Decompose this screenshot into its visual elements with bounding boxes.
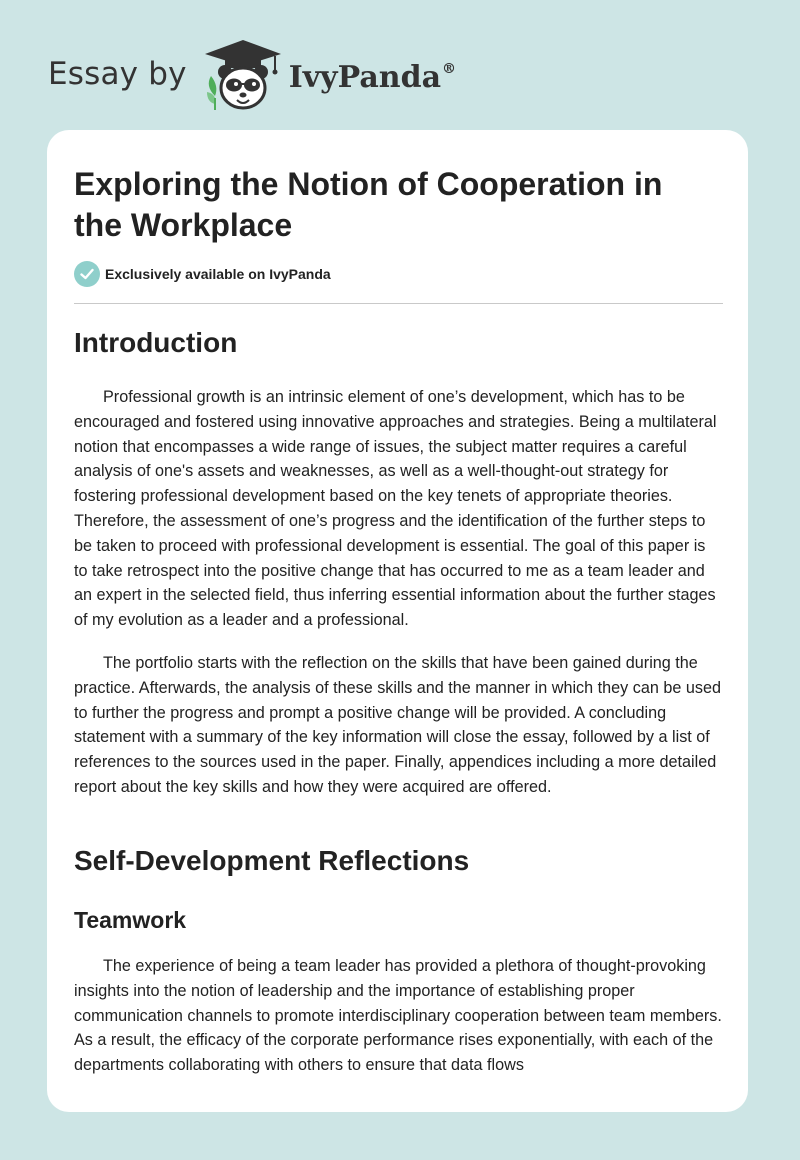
registered-mark: ® (442, 60, 457, 77)
exclusive-badge-text: Exclusively available on IvyPanda (105, 266, 331, 282)
intro-paragraph-2: The portfolio starts with the reflection on the skills that have been gained during the practice. Afterwards, the analysis of these skills and the manner in which they can be used to further the progress and prompt a positive change will be provided. A concluding statement with a summary of the key information will close the essay, followed by a list of references to the sources used in the paper. Finally, appendices including a more detailed report about the key skills and how they were acquired are offered. (74, 654, 721, 796)
teamwork-paragraph-1: The experience of being a team leader has provided a plethora of thought-provoking insights into the notion of leadership and the importance of establishing proper communication channels to promote interdisciplinary cooperation between team members. As a result, the efficacy of the corporate performance rises exponentially, with each of the departments collaborating with others to ensure that data flows (74, 957, 722, 1075)
essay-card (47, 130, 748, 1112)
brand-text: IvyPanda (288, 59, 442, 95)
exclusive-badge (74, 261, 331, 287)
intro-paragraph-1: Professional growth is an intrinsic element of one’s development, which has to be encouraged and fostered using innovative approaches and strategies. Being a multilateral notion that encompasses a wide range of issues, the subject matter requires a careful analysis of one's assets and weaknesses, as well as a well-thought-out strategy for fostering professional development based on the key tenets of appropriate theories. Therefore, the assessment of one’s progress and the identification of the further steps to be taken to proceed with professional development is essential. The goal of this paper is to take retrospect into the positive change that has occurred to me as a team leader and an expert in the selected field, thus inferring essential information about the further stages of my evolution as a leader and a professional. (74, 388, 717, 630)
check-circle-icon (74, 261, 100, 287)
subheading-teamwork: Teamwork (74, 907, 187, 933)
panda-logo-icon[interactable] (201, 36, 285, 112)
section-heading-self-development: Self-Development Reflections (74, 845, 470, 876)
divider (74, 303, 723, 304)
section-heading-introduction: Introduction (74, 327, 238, 358)
site-header (48, 36, 456, 112)
essay-by-label: Essay by (48, 56, 187, 92)
brand-name[interactable] (289, 60, 456, 95)
essay-title: Exploring the Notion of Cooperation in the Workplace (74, 166, 663, 243)
